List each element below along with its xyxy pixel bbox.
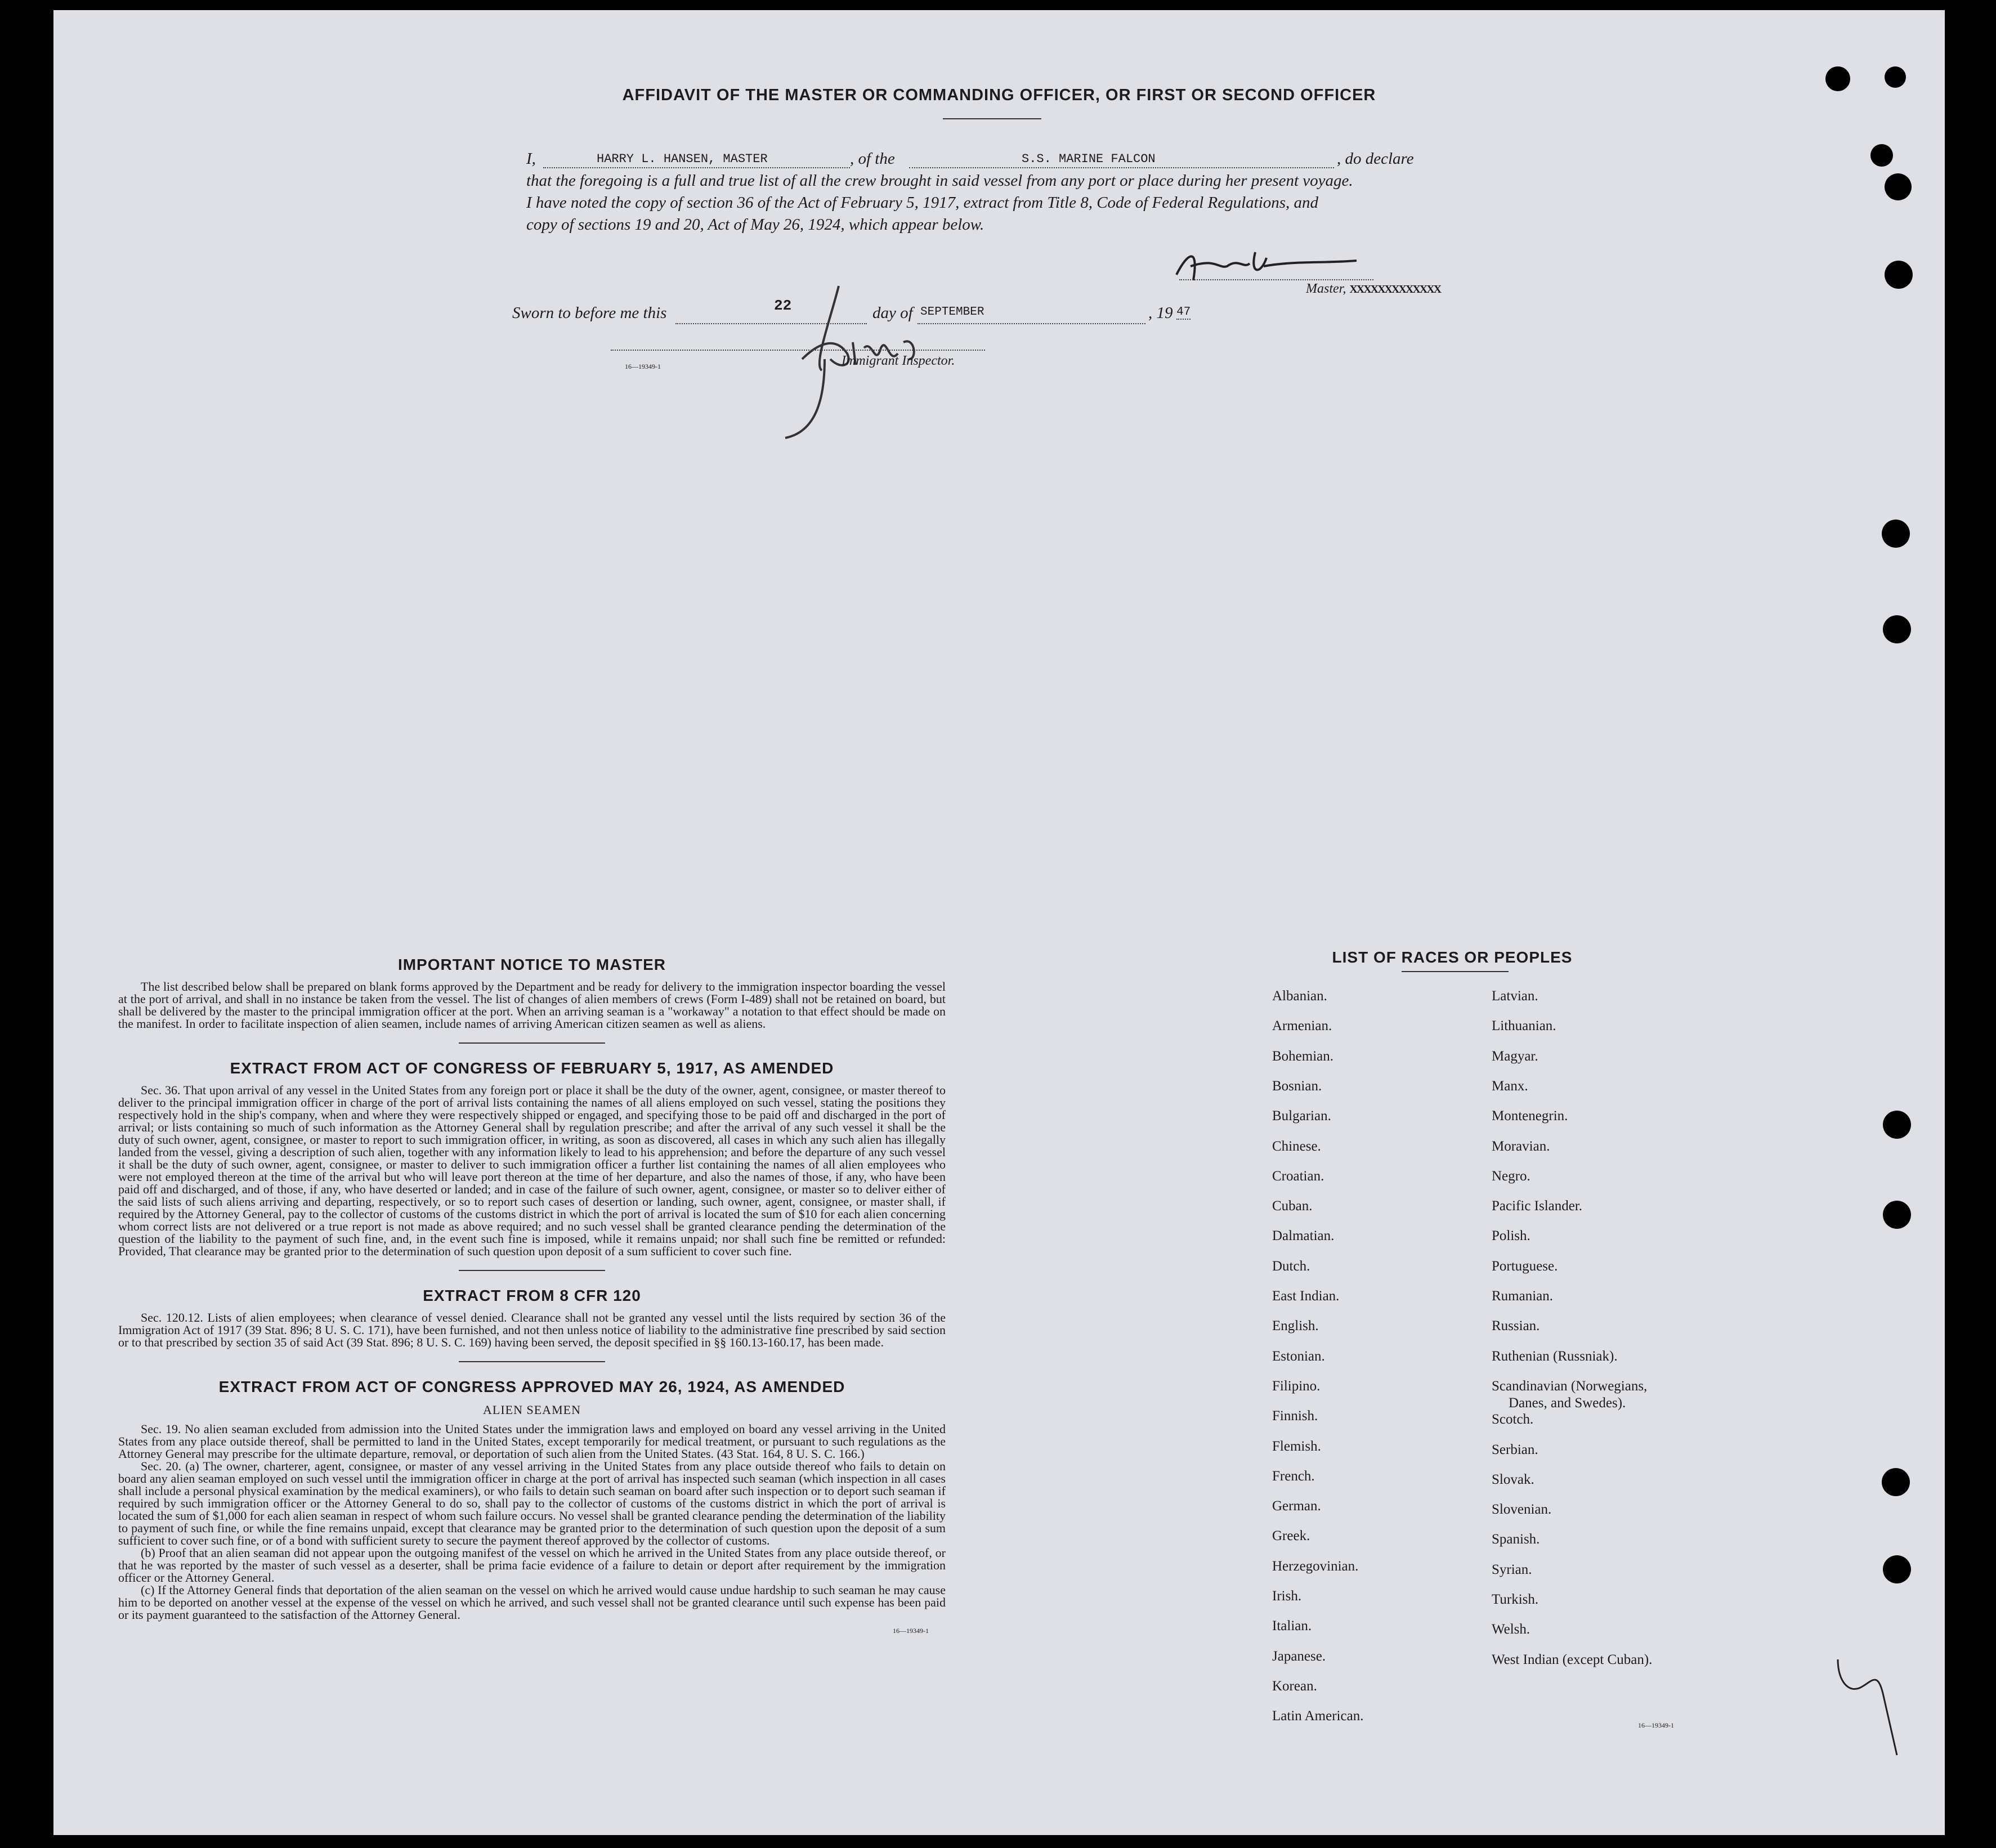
i-label: I, [526, 150, 536, 168]
race-item: Spanish. [1492, 1532, 1540, 1547]
notice-body: The list described below shall be prepared on blank forms approved by the Department and be ready for delivery to the immigration inspector boarding the vessel at the port of arrival, and shall in no instance be taken from the vessel. The list of changes of alien members of crews (Form I-489) shall not be retained on board, but shall be delivered by the master to the principal immigration officer at the port. When an arriving seaman is a "workaway" a notation to that effect should be made on the manifest. In order to facilitate inspection of alien seamen, include names of arriving American citizen seamen as well as aliens. [118, 979, 946, 1031]
of-the-label: , of the [850, 150, 895, 168]
race-item: Syrian. [1492, 1561, 1532, 1577]
races-title: LIST OF RACES OR PEOPLES [1332, 948, 1573, 966]
race-item: Ruthenian (Russniak). [1492, 1348, 1618, 1364]
year-prefix: , 19 [1148, 304, 1173, 322]
race-item: Dutch. [1272, 1258, 1310, 1274]
sec19-text: Sec. 19. No alien seaman excluded from admission into the United States under the immigration laws and employed on board any vessel arriving in the United States from any place outside thereof, shall be permitted to land in the United States, except temporarily for medical treatment, or pursuant to such regulations as the Attorney General may prescribe for the ultimate departure, removal, or deportation of such alien from the United States. (43 Stat. 164, 8 U. S. C. 166.) [118, 1422, 946, 1461]
race-item: English. [1272, 1318, 1319, 1334]
race-item: Greek. [1272, 1528, 1310, 1544]
day-of-label: day of [872, 304, 913, 322]
legal-column [118, 956, 946, 1635]
race-item: Pacific Islander. [1492, 1198, 1583, 1214]
race-item: Estonian. [1272, 1348, 1325, 1364]
extract-1917-body: Sec. 36. That upon arrival of any vessel in the United States from any foreign port or place it shall be the duty of the owner, agent, consignee, or master thereof to deliver to the principal immigration officer in charge of the port of arrival lists containing the names of all aliens employed on such vessel, stating the positions they respectively hold in the ship's company, when and where they were respectively shipped or engaged, and specifying those to be paid off and discharged in the port of arrival; or lists containing so much of such information as the Attorney General shall by regulation prescribe; and after the arrival of any such vessel it shall be the duty of such owner, agent, consignee, or master to report to such immigration officer, in writing, as soon as discovered, all cases in which any such alien has illegally landed from the vessel, giving a description of such alien, together with any information likely to lead to his apprehension; and before the departure of any such vessel it shall be the duty of such owner, agent, consignee, or master to deliver to such immigration officer a further list containing the names of all alien employees who were not employed thereon at the time of the arrival but who will leave port thereon at the time of her departure, and also the names of those, if any, who have been paid off and discharged, and of those, if any, who have deserted or landed; and in case of the failure of such owner, agent, consignee, or master so to deliver either of the said lists of such aliens arriving and departing, respectively, or so to report such cases of desertion or landing, such owner, agent, consignee, or master shall, if required by the Attorney General, pay to the collector of customs of the customs district in which the port of arrival is located the sum of $10 for each alien concerning whom correct lists are not delivered or a true report is not made as above required; and no such vessel shall be granted clearance pending the determination of the question of the liability to the payment of such fine, and, in the event such fine is imposed, while it remains unpaid; nor shall such fine be remitted or refunded: Provided, That clearance may be granted prior to the determination of such question upon deposit of a sum sufficient to cover such fine. [118, 1083, 946, 1258]
affidavit-line-4: copy of sections 19 and 20, Act of May 26, 1924, which appear below. [526, 216, 984, 234]
race-item: Armenian. [1272, 1018, 1332, 1034]
notice-title: IMPORTANT NOTICE TO MASTER [397, 956, 666, 973]
punch-hole [1883, 615, 1911, 643]
punch-hole [1885, 66, 1906, 88]
race-item: Montenegrin. [1492, 1108, 1568, 1124]
do-declare-label: , do declare [1337, 150, 1414, 168]
race-item: Slovenian. [1492, 1502, 1552, 1518]
race-item: French. [1272, 1468, 1315, 1484]
race-item: Moravian. [1492, 1138, 1550, 1154]
master-name-value: HARRY L. HANSEN, MASTER [597, 152, 768, 166]
sec20b-text: (b) Proof that an alien seaman did not appear upon the outgoing manifest of the vessel on which he arrived in the United States from any place outside thereof, or that he was reported by the master of such vessel as a deserter, shall be prima facie evidence of a failure to detain or deport after requirement by the immigration officer or the Attorney General. [118, 1546, 946, 1585]
race-item: Scotch. [1492, 1412, 1534, 1428]
race-item: Cuban. [1272, 1198, 1313, 1214]
race-item: East Indian. [1272, 1288, 1340, 1304]
race-item: Finnish. [1272, 1408, 1318, 1424]
race-item: Portuguese. [1492, 1258, 1558, 1274]
divider [943, 118, 1041, 119]
race-item: Polish. [1492, 1228, 1530, 1244]
race-item: Irish. [1272, 1589, 1302, 1604]
pencil-mark [1827, 1648, 1905, 1761]
extract-1917-title: EXTRACT FROM ACT OF CONGRESS OF FEBRUARY 5, 1917, AS AMENDED [230, 1059, 834, 1077]
race-item: Negro. [1492, 1168, 1530, 1184]
punch-hole [1870, 144, 1893, 167]
race-item: Magyar. [1492, 1048, 1538, 1064]
punch-hole [1885, 261, 1913, 289]
race-item: Korean. [1272, 1678, 1317, 1694]
punch-hole [1882, 520, 1910, 548]
master-label: Master, [1306, 281, 1346, 296]
year-value: 47 [1176, 306, 1191, 319]
day-value: 22 [774, 297, 792, 314]
extract-cfr-body: Sec. 120.12. Lists of alien employees; when clearance of vessel denied. Clearance shall not be granted any vessel until the lists required by section 36 of the Immigration Act of 1917 (39 Stat. 896; 8 U. S. C. 171), have been furnished, and not then unless notice of liability to the administrative fine prescribed by said section or to that prescribed by section 35 of said Act (39 Stat. 896; 8 U. S. C. 169) having been served, the deposit specified in §§ 160.13-160.17, has been made. [118, 1310, 946, 1349]
race-item: Scandinavian (Norwegians, [1492, 1378, 1648, 1394]
race-item: Latvian. [1492, 988, 1538, 1004]
sec20a-text: Sec. 20. (a) The owner, charterer, agent, consignee, or master of any vessel arriving in the United States from any place outside thereof who fails to detain on board any alien seaman employed on such vessel until the immigration officer in charge at the port of arrival has inspected such seaman (which inspection in all cases shall include a personal physical examination by the medical examiners), or who fails to detain such seaman on board after such inspection or to deport such seaman if required by such immigration officer or the Attorney General to do so, shall pay to the collector of customs of the customs district in which the port of arrival is located the sum of $1,000 for each alien seaman in respect of whom such failure occurs. No vessel shall be granted clearance pending the determination of the liability to payment of such fine, or while the fine remains unpaid, except that clearance may be granted prior to the determination of such question upon the deposit of a sum sufficient to cover such fine, or of a bond with sufficient surety to secure the payment thereof approved by the collector of customs. [118, 1459, 946, 1547]
punch-hole [1885, 173, 1912, 200]
race-item: Rumanian. [1492, 1288, 1554, 1304]
races-right-column [1492, 988, 1728, 1765]
affidavit-body [473, 148, 1576, 236]
race-item: Italian. [1272, 1618, 1312, 1634]
race-item: Bulgarian. [1272, 1108, 1331, 1124]
race-item: Turkish. [1492, 1592, 1539, 1607]
race-item: Filipino. [1272, 1378, 1321, 1394]
extract-1924-subtitle: ALIEN SEAMEN [483, 1403, 581, 1417]
race-item: Russian. [1492, 1318, 1540, 1334]
race-item: Bosnian. [1272, 1078, 1322, 1094]
punch-hole [1883, 1555, 1911, 1583]
punch-hole [1883, 1111, 1911, 1139]
punch-hole [1883, 1201, 1911, 1229]
race-item: Herzegovinian. [1272, 1558, 1359, 1574]
extract-cfr-title: EXTRACT FROM 8 CFR 120 [423, 1287, 641, 1304]
vessel-name-value: S.S. MARINE FALCON [1022, 152, 1156, 166]
race-item: Lithuanian. [1492, 1018, 1556, 1034]
affidavit-title: AFFIDAVIT OF THE MASTER OR COMMANDING OFFICER, OR FIRST OR SECOND OFFICER [622, 86, 1376, 104]
sec20c-text: (c) If the Attorney General finds that deportation of the alien seaman on the vessel on which he arrived would cause undue hardship to such seaman he may cause him to be deported on another vessel at the expense of the vessel on which he arrived, and such vessel shall not be granted clearance until such expense has been paid or its payment guaranteed to the satisfaction of the Attorney General. [118, 1583, 946, 1622]
affidavit-line-2: that the foregoing is a full and true list of all the crew brought in said vessel from any port or place during her present voyage. [526, 172, 1353, 190]
race-item: Albanian. [1272, 988, 1327, 1004]
race-item: Dalmatian. [1272, 1228, 1335, 1244]
form-number: 16—19349-1 [625, 363, 661, 370]
races-form-number: 16—19349-1 [1638, 1721, 1674, 1729]
race-item: Danes, and Swedes). [1509, 1395, 1626, 1411]
races-left-column [1272, 988, 1469, 1765]
race-item: Croatian. [1272, 1168, 1324, 1184]
struck-title: XXXXXXXXXXXXX [1349, 283, 1441, 296]
race-item: Serbian. [1492, 1442, 1538, 1457]
inspector-label: Immigrant Inspector. [842, 354, 955, 368]
sworn-label: Sworn to before me this [512, 304, 667, 322]
race-item: Welsh. [1492, 1622, 1530, 1637]
race-item: Chinese. [1272, 1138, 1321, 1154]
race-item: Latin American. [1272, 1708, 1364, 1724]
month-value: SEPTEMBER [920, 306, 984, 319]
race-item: Japanese. [1272, 1648, 1326, 1664]
race-item: Bohemian. [1272, 1048, 1334, 1064]
race-item: German. [1272, 1498, 1321, 1514]
race-item: Manx. [1492, 1078, 1528, 1094]
race-item: Slovak. [1492, 1471, 1534, 1487]
extract-1924-title: EXTRACT FROM ACT OF CONGRESS APPROVED MAY 26, 1924, AS AMENDED [218, 1378, 845, 1395]
extract-form-number: 16—19349-1 [893, 1627, 929, 1635]
document-page [53, 10, 1945, 1835]
race-item: Flemish. [1272, 1438, 1321, 1454]
race-item: West Indian (except Cuban). [1492, 1652, 1653, 1667]
punch-hole [1825, 66, 1850, 91]
affidavit-line-3: I have noted the copy of section 36 of the Act of February 5, 1917, extract from Title 8, Code of Federal Regulations, and [526, 194, 1319, 212]
punch-hole [1882, 1468, 1910, 1496]
